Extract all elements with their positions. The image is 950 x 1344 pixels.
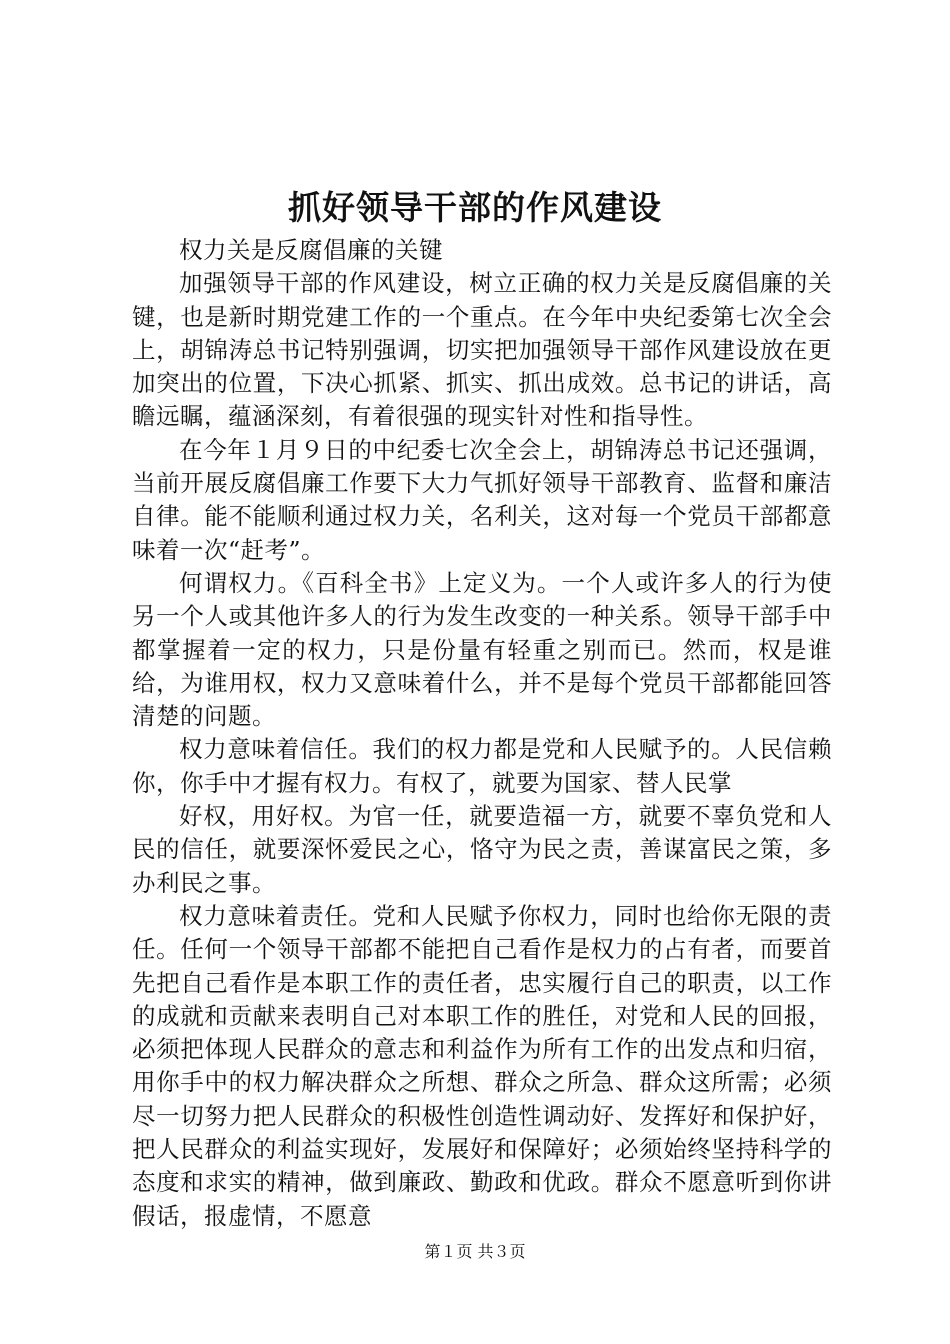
paragraph-subtitle: 权力关是反腐倡廉的关键 (179, 236, 443, 264)
paragraph: 在今年１月９日的中纪委七次全会上，胡锦涛总书记还强调，当前开展反腐倡廉工作要下大力气抓好领导干部教育、监督和廉洁自律。能不能顺利通过权力关，名利关，这对每一个党员干部都意味着一次“赶考”。 (132, 435, 832, 564)
document-title: 抓好领导干部的作风建设 (288, 188, 662, 227)
paragraph: 何谓权力。《百科全书》上定义为。一个人或许多人的行为使另一个人或其他许多人的行为发生改变的一种关系。领导干部手中都掌握着一定的权力，只是份量有轻重之别而已。然而，权是谁给，为谁用权，权力又意味着什么，并不是每个党员干部都能回答清楚的问题。 (132, 568, 832, 731)
paragraph: 加强领导干部的作风建设，树立正确的权力关是反腐倡廉的关键，也是新时期党建工作的一个重点。在今年中央纪委第七次全会上，胡锦涛总书记特别强调，切实把加强领导干部作风建设放在更加突出的位置，下决心抓紧、抓实、抓出成效。总书记的讲话，高瞻远瞩，蕴涵深刻，有着很强的现实针对性和指导性。 (132, 269, 832, 431)
document-body (132, 234, 832, 1233)
paragraph: 权力意味着责任。党和人民赋予你权力，同时也给你无限的责任。任何一个领导干部都不能把自己看作是权力的占有者，而要首先把自己看作是本职工作的责任者，忠实履行自己的职责，以工作的成就和贡献来表明自己对本职工作的胜任，对党和人民的回报，必须把体现人民群众的意志和利益作为所有工作的出发点和归宿，用你手中的权力解决群众之所想、群众之所急、群众这所需；必须尽一切努力把人民群众的积极性创造性调动好、发挥好和保护好，把人民群众的利益实现好，发展好和保障好；必须始终坚持科学的态度和求实的精神，做到廉政、勤政和优政。群众不愿意听到你讲假话，报虚情，不愿意 (132, 901, 832, 1230)
page-footer: 第１页 共３页 (424, 1242, 526, 1261)
paragraph: 权力意味着信任。我们的权力都是党和人民赋予的。人民信赖你，你手中才握有权力。有权了，就要为国家、替人民掌 (132, 735, 832, 797)
paragraph: 好权，用好权。为官一任，就要造福一方，就要不辜负党和人民的信任，就要深怀爱民之心，恪守为民之责，善谋富民之策，多办利民之事。 (132, 802, 832, 897)
